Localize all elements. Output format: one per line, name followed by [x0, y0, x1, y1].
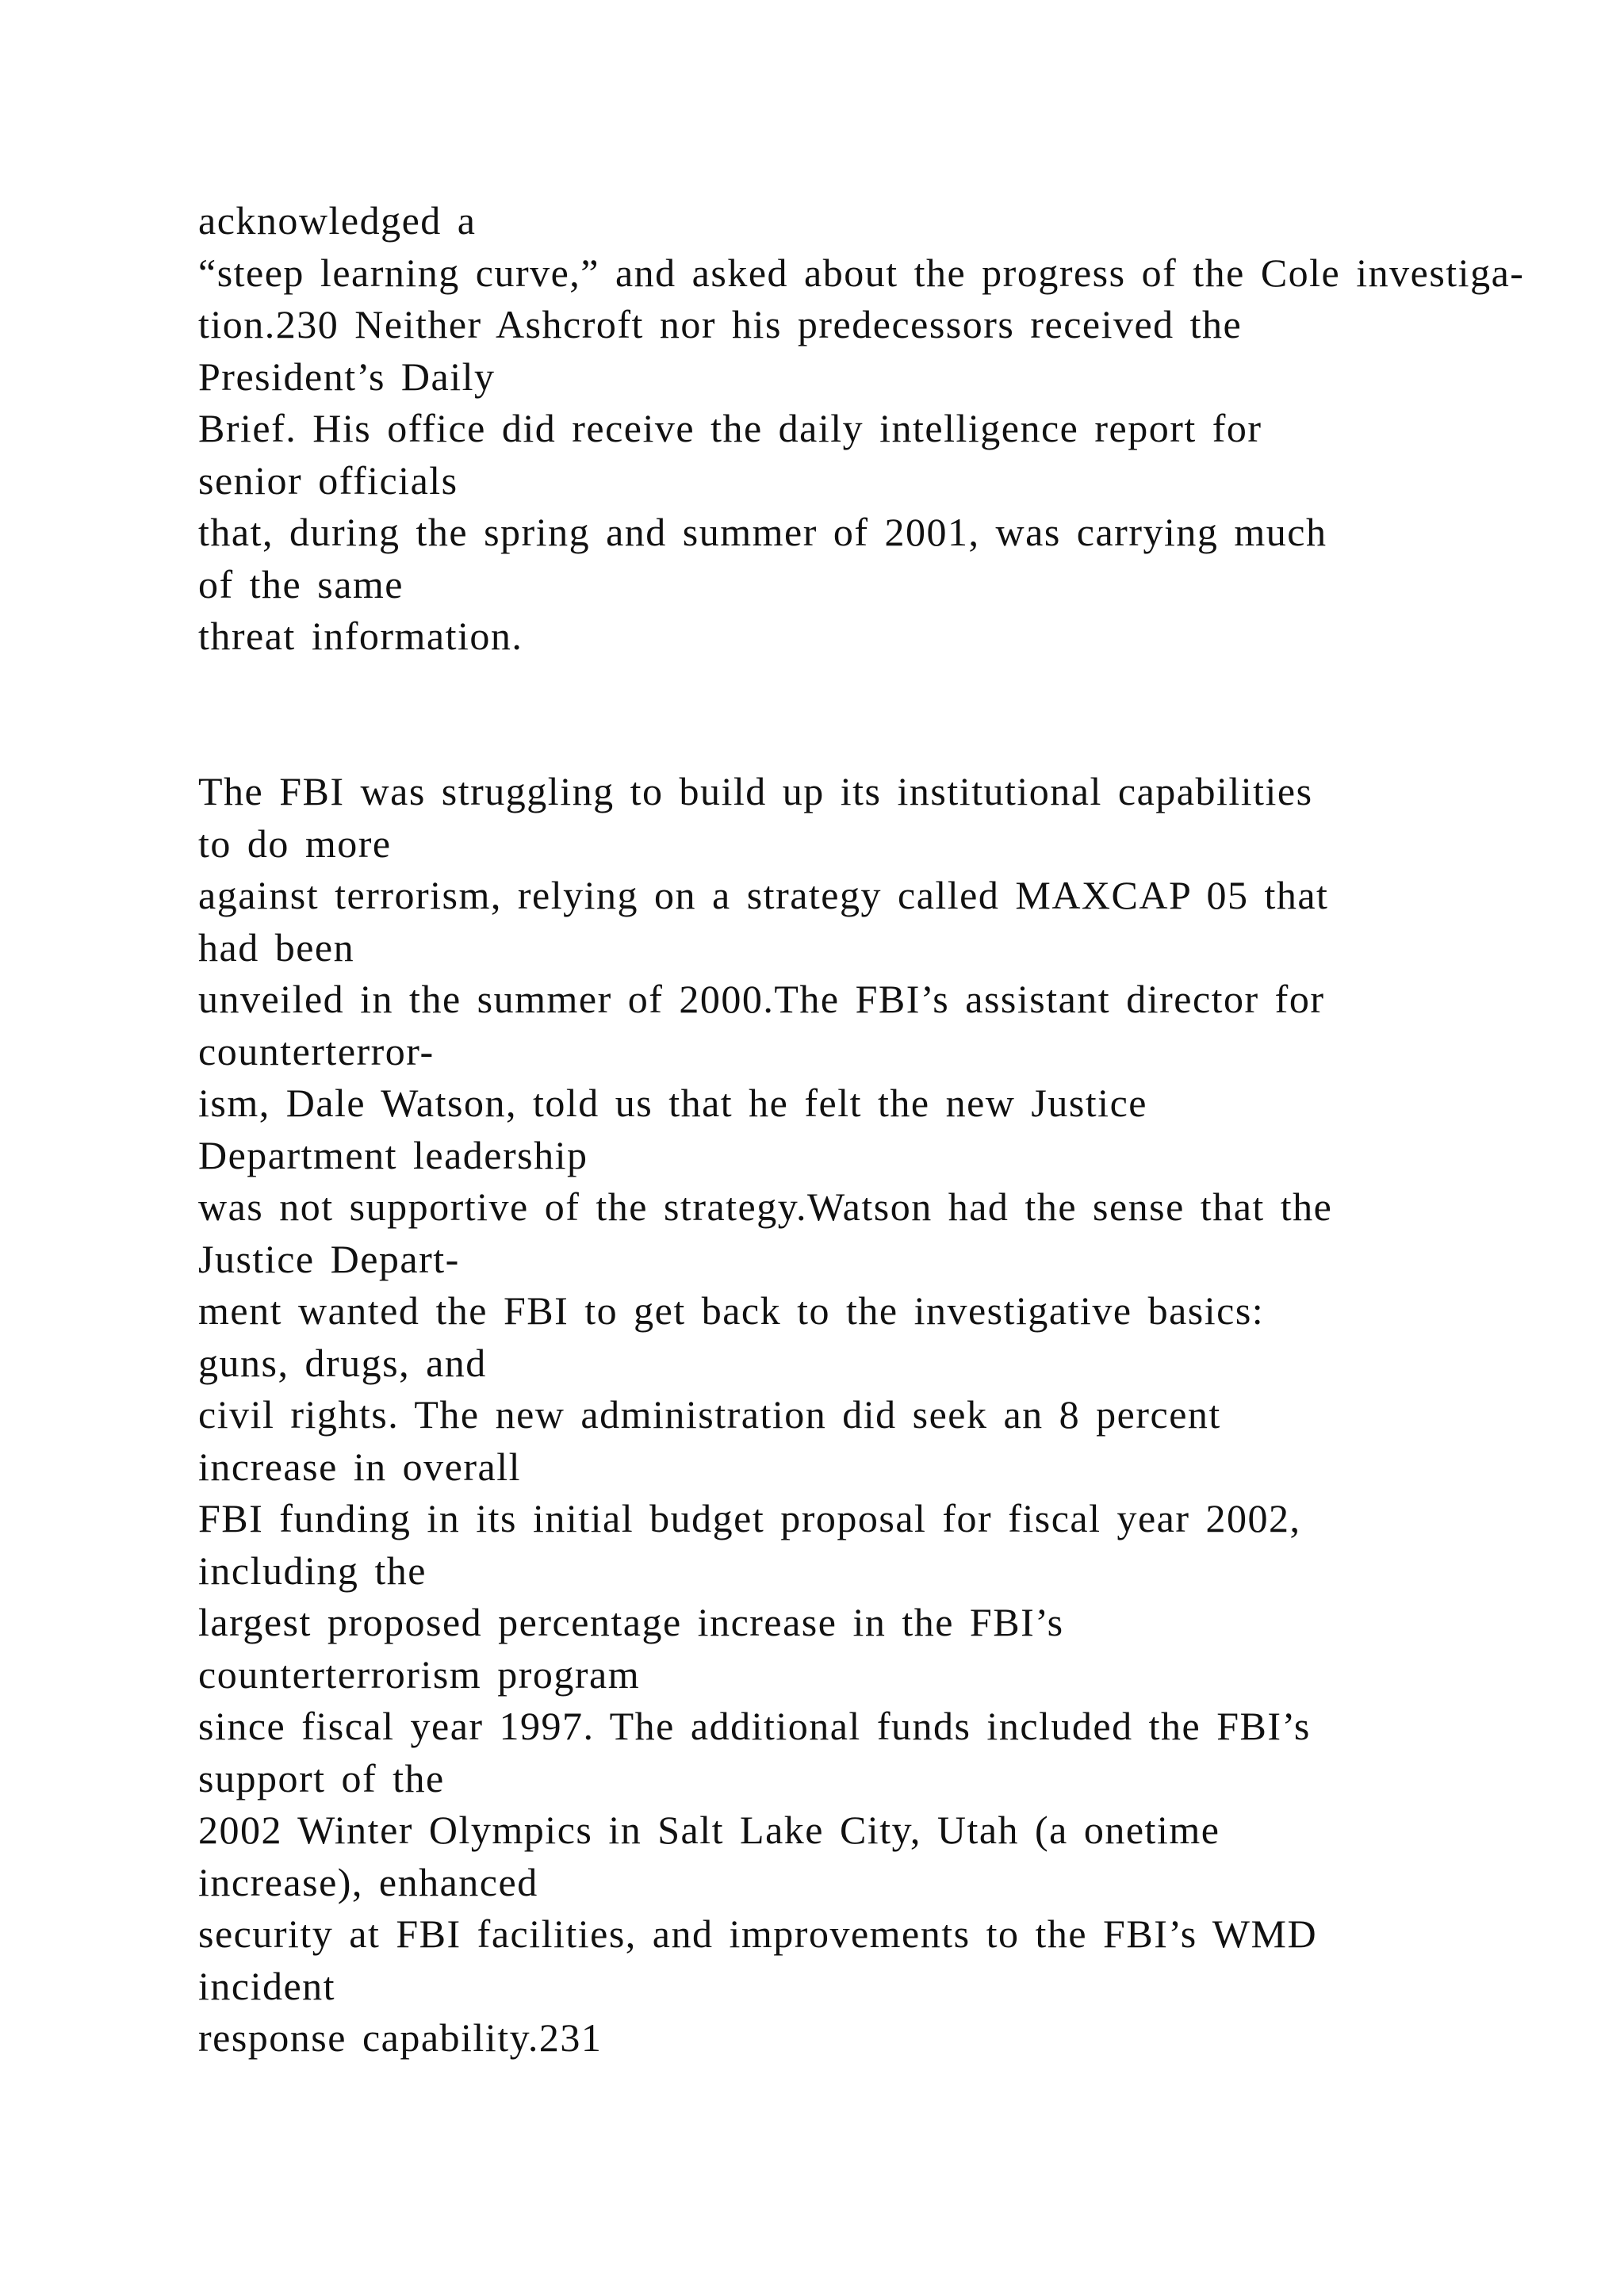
text-line: tion.230 Neither Ashcroft nor his predecessors received the [198, 302, 1243, 346]
text-line: 2002 Winter Olympics in Salt Lake City, Utah (a onetime [198, 1808, 1220, 1852]
text-line: increase in overall [198, 1444, 521, 1489]
text-line: security at FBI facilities, and improvements to the FBI’s WMD [198, 1911, 1318, 1956]
text-line: that, during the spring and summer of 2001, was carrying much [198, 510, 1327, 554]
paragraph-1 [198, 195, 1525, 663]
text-line: counterterror- [198, 1028, 435, 1073]
text-line: response capability.231 [198, 2015, 603, 2060]
text-line: civil rights. The new administration did seek an 8 percent [198, 1392, 1221, 1437]
text-line: to do more [198, 821, 392, 866]
text-line: including the [198, 1548, 427, 1593]
text-line: increase), enhanced [198, 1859, 538, 1904]
text-line: against terrorism, relying on a strategy called MAXCAP 05 that [198, 873, 1329, 917]
text-line: threat information. [198, 614, 523, 658]
text-line: since fiscal year 1997. The additional funds included the FBI’s [198, 1704, 1311, 1748]
text-line: largest proposed percentage increase in the FBI’s [198, 1600, 1064, 1644]
text-line: guns, drugs, and [198, 1340, 487, 1385]
text-line: President’s Daily [198, 354, 496, 399]
text-line: Justice Depart- [198, 1236, 460, 1281]
text-line: was not supportive of the strategy.Watson had the sense that the [198, 1184, 1333, 1229]
paragraph-2 [198, 766, 1507, 2064]
text-line: Brief. His office did receive the daily intelligence report for [198, 406, 1262, 450]
text-line: Department leadership [198, 1132, 588, 1177]
text-line: support of the [198, 1755, 445, 1800]
text-line: The FBI was struggling to build up its institutional capabilities [198, 769, 1313, 813]
text-line: ment wanted the FBI to get back to the investigative basics: [198, 1288, 1265, 1333]
text-line: FBI funding in its initial budget proposal for fiscal year 2002, [198, 1496, 1301, 1540]
text-line: incident [198, 1963, 336, 2008]
text-line: of the same [198, 561, 404, 607]
text-line: acknowledged a [198, 198, 477, 243]
text-line: ism, Dale Watson, told us that he felt the new Justice [198, 1081, 1147, 1125]
text-line: unveiled in the summer of 2000.The FBI’s assistant director for [198, 977, 1325, 1021]
text-line: “steep learning curve,” and asked about the progress of the Cole investiga- [198, 250, 1525, 295]
text-line: counterterrorism program [198, 1651, 641, 1697]
text-line: senior officials [198, 457, 458, 503]
text-line: had been [198, 924, 355, 970]
